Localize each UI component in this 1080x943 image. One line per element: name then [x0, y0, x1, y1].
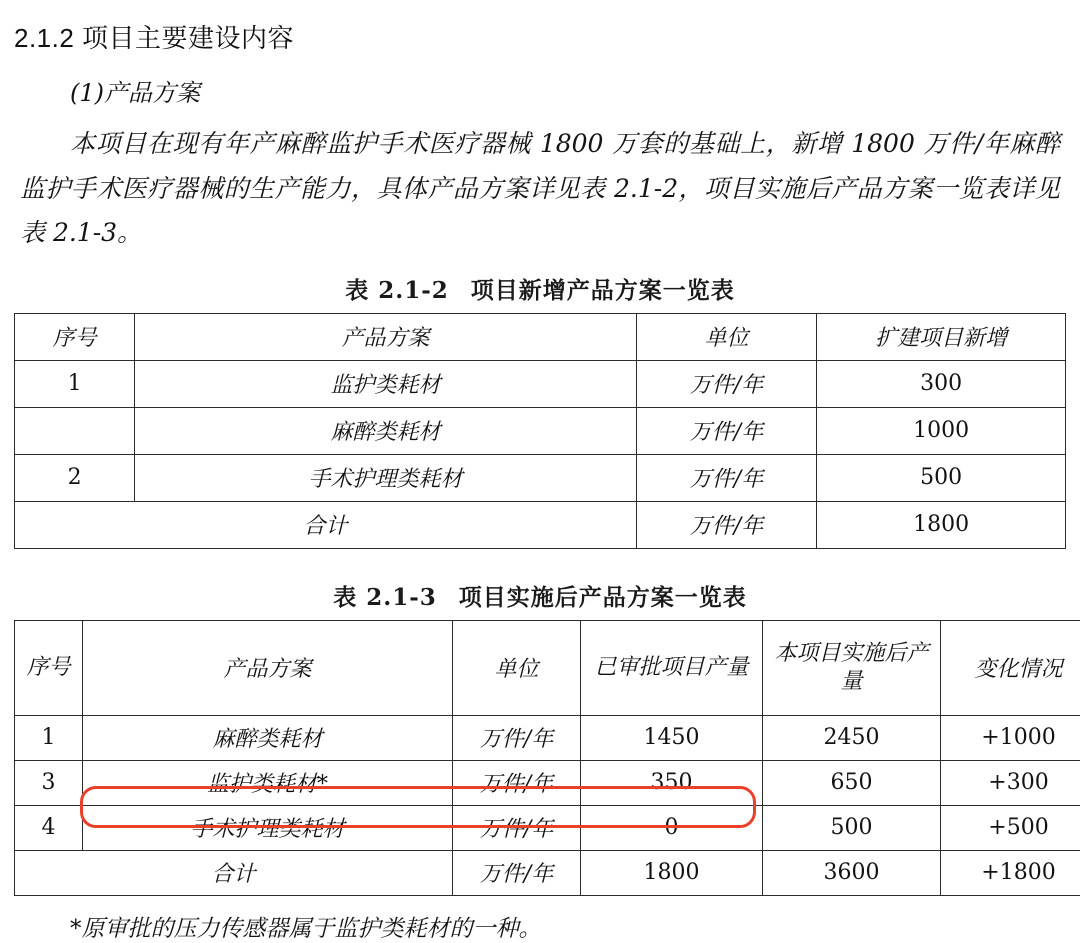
table2-r0-c2: 万件/年 [453, 715, 581, 760]
table2-caption [14, 579, 1066, 612]
footnote: *原审批的压力传感器属于监护类耗材的一种。 [70, 910, 1066, 943]
table-row [15, 715, 1080, 760]
table1-r2-c3: 500 [817, 454, 1066, 501]
table2-r0-c0: 1 [15, 715, 83, 760]
table1-r0-c2: 万件/年 [636, 360, 817, 407]
table2-total-after: 3600 [763, 850, 941, 895]
table-row [15, 760, 1080, 805]
table2-r2-c0: 4 [15, 805, 83, 850]
table1-r0-c3: 300 [817, 360, 1066, 407]
table1-caption [14, 272, 1066, 305]
table2-col-5: 变化情况 [941, 620, 1080, 715]
table1-r2-c2: 万件/年 [636, 454, 817, 501]
table2-r0-c4: 2450 [763, 715, 941, 760]
table1-title: 项目新增产品方案一览表 [471, 277, 735, 304]
table2-total-unit: 万件/年 [453, 850, 581, 895]
table-row [15, 454, 1066, 501]
table2-col-4: 本项目实施后产量 [763, 620, 941, 715]
table1-r1-c3: 1000 [817, 407, 1066, 454]
table1-r1-c1: 麻醉类耗材 [135, 407, 636, 454]
table2-r0-c1: 麻醉类耗材 [83, 715, 453, 760]
table1-r1-c0 [15, 407, 135, 454]
table1-total-value: 1800 [817, 501, 1066, 548]
table2-col-1: 产品方案 [83, 620, 453, 715]
table2-title: 项目实施后产品方案一览表 [459, 584, 747, 611]
table1-col-1: 产品方案 [135, 313, 636, 360]
table2-r2-c3: 0 [581, 805, 763, 850]
table2-r1-c2: 万件/年 [453, 760, 581, 805]
table-row-highlighted [15, 805, 1080, 850]
table-new-products [14, 313, 1066, 549]
table2-total-approved: 1800 [581, 850, 763, 895]
table2-r2-c1: 手术护理类耗材 [83, 805, 453, 850]
table2-r2-c4: 500 [763, 805, 941, 850]
table-after-implementation [14, 620, 1080, 896]
table2-total-label: 合计 [15, 850, 453, 895]
table2-r1-c0: 3 [15, 760, 83, 805]
table2-col-0: 序号 [15, 620, 83, 715]
table1-col-0: 序号 [15, 313, 135, 360]
table-total-row [15, 850, 1080, 895]
table2-r1-c4: 650 [763, 760, 941, 805]
table2-r1-c1: 监护类耗材* [83, 760, 453, 805]
table2-col-2: 单位 [453, 620, 581, 715]
table2-r1-c3: 350 [581, 760, 763, 805]
page-title: 2.1.2 项目主要建设内容 [14, 18, 1066, 55]
table-row [15, 407, 1066, 454]
table1-col-2: 单位 [636, 313, 817, 360]
section-subheading: (1)产品方案 [70, 73, 1066, 108]
table2-number: 表 2.1-3 [333, 584, 437, 611]
table2-r2-c2: 万件/年 [453, 805, 581, 850]
table1-r1-c2: 万件/年 [636, 407, 817, 454]
table2-wrapper [14, 620, 1066, 896]
body-paragraph: 本项目在现有年产麻醉监护手术医疗器械 1800 万套的基础上，新增 1800 万件/年麻醉监护手术医疗器械的生产能力，具体产品方案详见表 2.1-2，项目实施后产品方案一览表详见表 2.1-3。 [20, 122, 1060, 256]
table2-total-change: +1800 [941, 850, 1080, 895]
table1-col-3: 扩建项目新增 [817, 313, 1066, 360]
table-row [15, 360, 1066, 407]
table2-r0-c5: +1000 [941, 715, 1080, 760]
table-header-row [15, 620, 1080, 715]
table2-r0-c3: 1450 [581, 715, 763, 760]
table1-total-unit: 万件/年 [636, 501, 817, 548]
table1-r0-c1: 监护类耗材 [135, 360, 636, 407]
table1-r0-c0: 1 [15, 360, 135, 407]
table1-total-label: 合计 [15, 501, 637, 548]
table2-col-3: 已审批项目产量 [581, 620, 763, 715]
table2-r1-c5: +300 [941, 760, 1080, 805]
table-total-row [15, 501, 1066, 548]
table2-r2-c5: +500 [941, 805, 1080, 850]
table-header-row [15, 313, 1066, 360]
table1-r2-c0: 2 [15, 454, 135, 501]
table1-number: 表 2.1-2 [345, 277, 449, 304]
table1-r2-c1: 手术护理类耗材 [135, 454, 636, 501]
